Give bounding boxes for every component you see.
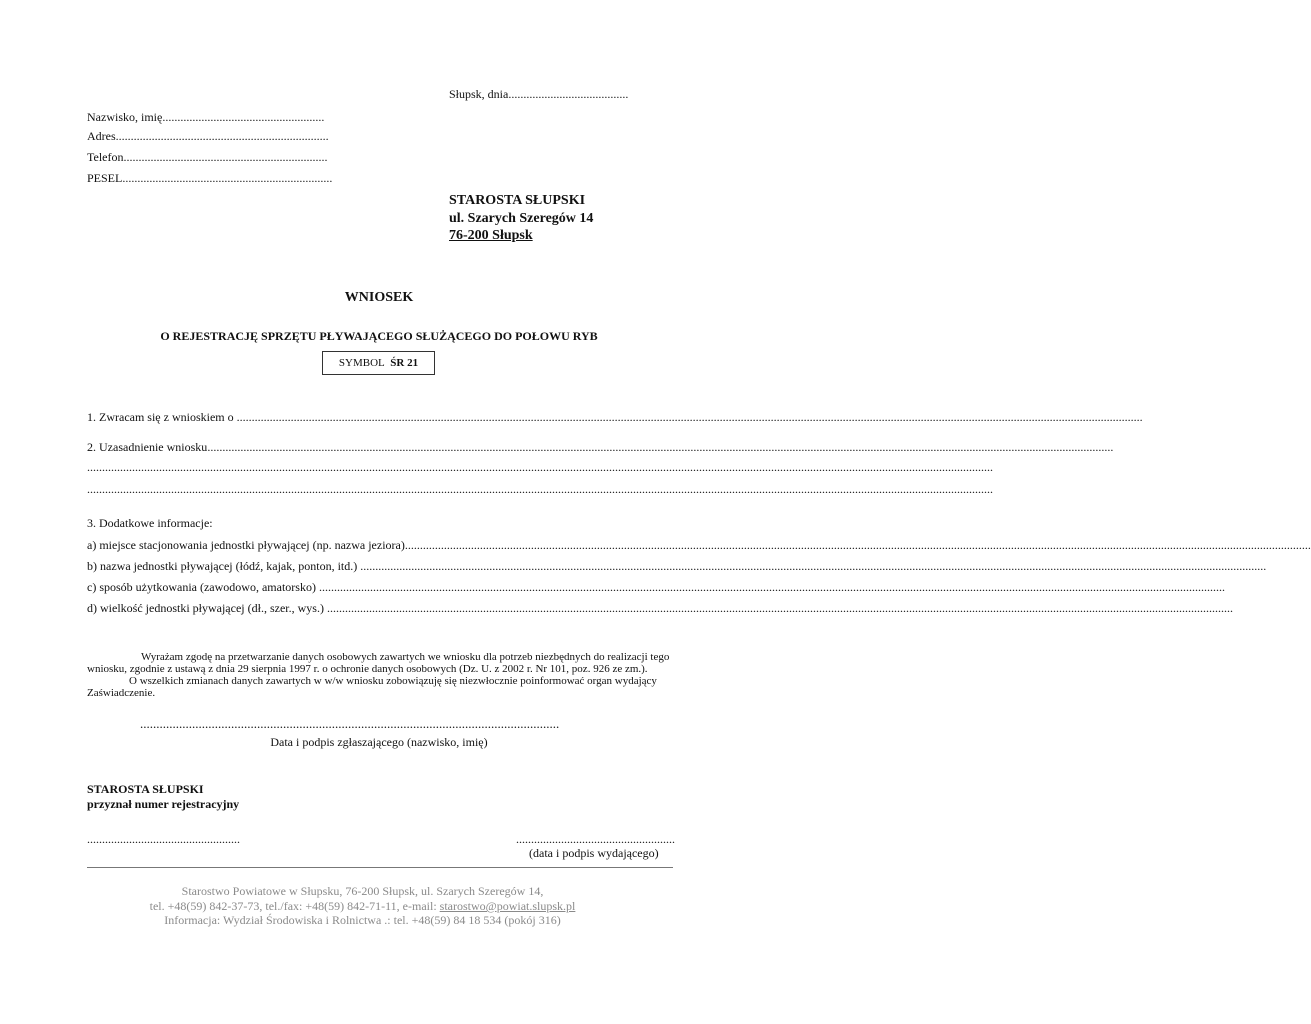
signature-dots[interactable]: .................................................................................................................................	[140, 716, 560, 731]
symbol-value: ŚR 21	[390, 357, 419, 369]
applicant-phone-field[interactable]	[87, 150, 327, 165]
footer-line1: Starostwo Powiatowe w Słupsku, 76-200 Słupsk, ul. Szarych Szeregów 14,	[181, 884, 544, 898]
symbol-label: SYMBOL	[338, 357, 385, 369]
symbol-box	[322, 351, 435, 375]
consent-line1: Wyrażam zgodę na przetwarzanie danych osobowych zawartych we wniosku dla potrzeb niezbędnych do realizacji tego	[141, 651, 670, 663]
field-location[interactable]	[87, 538, 1311, 553]
field-request-label: 1. Zwracam się z wnioskiem o	[87, 410, 234, 424]
addressee-line1: STAROSTA SŁUPSKI	[449, 193, 586, 208]
applicant-address-dots[interactable]: .......................................................................	[115, 129, 329, 143]
field-usage[interactable]	[87, 580, 1225, 595]
field-justification-label: 2. Uzasadnienie wniosku	[87, 440, 208, 454]
applicant-name-dots[interactable]: ......................................................	[162, 110, 325, 124]
dots-line[interactable]: ..............................................................................................................................................................................................................................................................................................................	[87, 482, 993, 496]
applicant-pesel-field[interactable]	[87, 171, 332, 186]
footer-email-link[interactable]: starostwo@powiat.slupsk.pl	[439, 899, 576, 913]
document-title: WNIOSEK	[344, 290, 414, 305]
field-vessel-name[interactable]	[87, 559, 1267, 574]
field-usage-label: c) sposób użytkowania (zawodowo, amatorsko)	[87, 580, 316, 594]
place-date-dots[interactable]: ........................................	[508, 87, 629, 101]
field-size-label: d) wielkość jednostki pływającej (dł., szer., wys.)	[87, 601, 324, 615]
consent-line3: O wszelkich zmianach danych zawartych w w/w wniosku zobowiązuję się niezwłocznie poinformować organ wydający	[129, 675, 657, 687]
field-size-dots[interactable]: ..............................................................................................................................................................................................................................................................................................................	[326, 601, 1233, 615]
applicant-name-field[interactable]	[87, 110, 324, 125]
footer-contact: tel. +48(59) 842-37-73, tel./fax: +48(59) 842-71-11, e-mail:	[149, 899, 440, 913]
issuer-title: STAROSTA SŁUPSKI	[87, 782, 204, 796]
registration-number-dots[interactable]: ...................................................	[87, 832, 240, 846]
place-date	[449, 87, 628, 102]
consent-line4: Zaświadczenie.	[87, 687, 156, 699]
document-subtitle: O REJESTRACJĘ SPRZĘTU PŁYWAJĄCEGO SŁUŻĄCEGO DO POŁOWU RYB	[160, 329, 598, 343]
field-request[interactable]	[87, 410, 1143, 425]
dots-line[interactable]: ..............................................................................................................................................................................................................................................................................................................	[87, 460, 993, 474]
field-justification-line3[interactable]	[87, 482, 993, 497]
signature-caption: Data i podpis zgłaszającego (nazwisko, imię)	[270, 735, 488, 749]
field-justification[interactable]	[87, 440, 1114, 455]
field-usage-dots[interactable]: ..............................................................................................................................................................................................................................................................................................................	[318, 580, 1225, 594]
issuer-signature-dots[interactable]: .....................................................	[516, 832, 675, 846]
applicant-address-field[interactable]	[87, 129, 329, 144]
additional-info-heading: 3. Dodatkowe informacje:	[87, 516, 213, 530]
applicant-phone-dots[interactable]: ....................................................................	[123, 150, 328, 164]
applicant-address-label: Adres	[87, 129, 116, 143]
field-location-dots[interactable]: ..............................................................................................................................................................................................................................................................................................................	[404, 538, 1311, 552]
field-vessel-name-label: b) nazwa jednostki pływającej (łódź, kajak, ponton, itd.)	[87, 559, 358, 573]
footer-divider	[87, 867, 673, 868]
place-date-label: Słupsk, dnia	[449, 87, 509, 101]
issuer-subtitle: przyznał numer rejestracyjny	[87, 797, 240, 811]
field-location-label: a) miejsce stacjonowania jednostki pływającej (np. nazwa jeziora)	[87, 538, 405, 552]
issuer-signature-caption: (data i podpis wydającego)	[529, 846, 659, 860]
field-justification-line2[interactable]	[87, 460, 993, 475]
field-justification-dots[interactable]: ..............................................................................................................................................................................................................................................................................................................	[207, 440, 1114, 454]
addressee-line3: 76-200 Słupsk	[449, 228, 533, 243]
applicant-pesel-label: PESEL	[87, 171, 123, 185]
applicant-phone-label: Telefon	[87, 150, 124, 164]
footer-line2	[0, 899, 725, 914]
addressee-line2: ul. Szarych Szeregów 14	[449, 211, 594, 226]
field-size[interactable]	[87, 601, 1233, 616]
applicant-name-label: Nazwisko, imię	[87, 110, 163, 124]
field-vessel-name-dots[interactable]: ..............................................................................................................................................................................................................................................................................................................	[360, 559, 1267, 573]
field-request-dots[interactable]: ..............................................................................................................................................................................................................................................................................................................	[236, 410, 1143, 424]
consent-line2: wniosku, zgodnie z ustawą z dnia 29 sierpnia 1997 r. o ochronie danych osobowych (Dz. U. z 2002 r. Nr 101, poz. 926 ze zm.).	[87, 663, 648, 675]
applicant-pesel-dots[interactable]: ......................................................................	[122, 171, 333, 185]
footer-line3: Informacja: Wydział Środowiska i Rolnictwa .: tel. +48(59) 84 18 534 (pokój 316)	[164, 913, 561, 927]
